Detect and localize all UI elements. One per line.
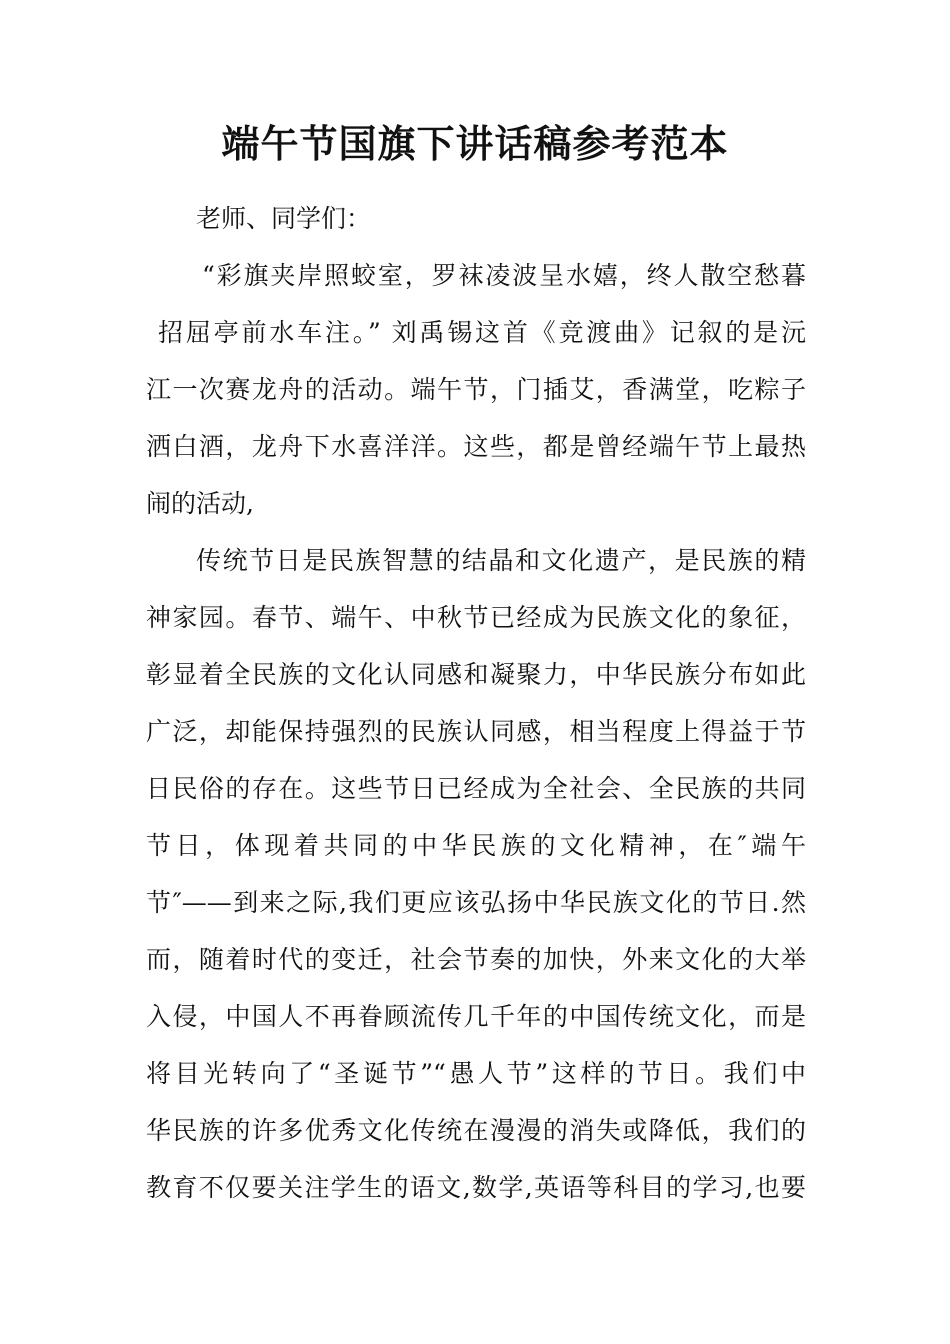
- paragraph-2-line-12: 教育不仅要关注学生的语文,数学,英语等科目的学习,也要: [146, 1173, 806, 1202]
- paragraph-2-line-8: 而，随着时代的变迁，社会节奏的加快，外来文化的大举: [146, 945, 806, 974]
- paragraph-2-line-9: 入侵，中国人不再眷顾流传几千年的中国传统文化，而是: [146, 1002, 806, 1031]
- paragraph-2-line-4: 广泛，却能保持强烈的民族认同感，相当程度上得益于节: [146, 717, 806, 746]
- paragraph-1-line-5: 闹的活动,: [146, 489, 254, 518]
- paragraph-2-line-1: 传统节日是民族智慧的结晶和文化遗产，是民族的精: [196, 546, 806, 575]
- paragraph-1-line-1: “彩旗夹岸照蛟室，罗袜凌波呈水嬉，终人散空愁暮: [202, 261, 806, 290]
- paragraph-2: [146, 532, 806, 1216]
- paragraph-1-line-2: 招屈亭前水车注。” 刘禹锡这首《竞渡曲》记叙的是沅: [158, 318, 806, 347]
- paragraph-1: [146, 247, 806, 532]
- paragraph-2-line-2: 神家园。春节、端午、中秋节已经成为民族文化的象征，: [146, 603, 806, 632]
- paragraph-1-line-4: 洒白酒，龙舟下水喜洋洋。这些，都是曾经端午节上最热: [146, 432, 806, 461]
- paragraph-1-line-3: 江一次赛龙舟的活动。端午节，门插艾，香满堂，吃粽子: [146, 375, 806, 404]
- paragraph-2-line-6: 节日，体现着共同的中华民族的文化精神，在″端午: [146, 831, 806, 860]
- paragraph-2-line-7: 节″——到来之际,我们更应该弘扬中华民族文化的节日.然: [146, 888, 806, 917]
- paragraph-2-line-5: 日民俗的存在。这些节日已经成为全社会、全民族的共同: [146, 774, 806, 803]
- greeting-line: 老师、同学们：: [196, 204, 372, 233]
- paragraph-2-line-11: 华民族的许多优秀文化传统在漫漫的消失或降低，我们的: [146, 1116, 806, 1145]
- document-body: [146, 190, 806, 1216]
- document-title: 端午节国旗下讲话稿参考范本: [221, 121, 729, 166]
- paragraph-2-line-3: 彰显着全民族的文化认同感和凝聚力，中华民族分布如此: [146, 660, 806, 689]
- paragraph-2-line-10: 将目光转向了“圣诞节”“愚人节”这样的节日。我们中: [146, 1059, 806, 1088]
